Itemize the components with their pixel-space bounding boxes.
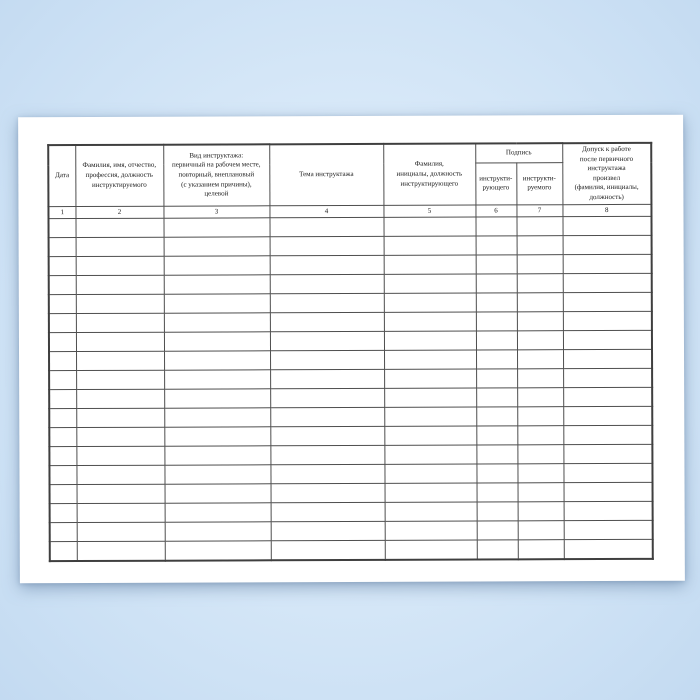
empty-cell (517, 254, 563, 273)
empty-cell (49, 389, 76, 408)
empty-cell (49, 237, 76, 256)
empty-cell (271, 521, 385, 540)
table-row (50, 539, 653, 561)
empty-cell (164, 464, 270, 483)
empty-cell (476, 425, 517, 444)
empty-cell (165, 483, 271, 502)
empty-cell (270, 274, 384, 293)
empty-cell (164, 255, 270, 274)
empty-cell (164, 445, 270, 464)
empty-cell (270, 236, 384, 255)
empty-cell (49, 256, 76, 275)
table-row (49, 368, 652, 389)
empty-cell (270, 350, 384, 369)
column-number: 8 (562, 204, 651, 216)
empty-cell (164, 388, 270, 407)
empty-cell (49, 465, 76, 484)
column-number: 5 (383, 205, 475, 217)
empty-cell (77, 522, 165, 541)
empty-cell (384, 331, 476, 350)
empty-cell (49, 427, 76, 446)
table-row (49, 425, 652, 446)
empty-cell (385, 483, 477, 502)
empty-cell (384, 350, 476, 369)
empty-cell (77, 484, 165, 503)
empty-cell (76, 294, 164, 313)
table-row (49, 273, 652, 294)
empty-cell (384, 236, 476, 255)
table-row (49, 235, 652, 256)
empty-cell (76, 237, 164, 256)
empty-cell (476, 349, 517, 368)
empty-cell (49, 332, 76, 351)
empty-cell (476, 368, 517, 387)
empty-cell (476, 273, 517, 292)
empty-cell (518, 520, 564, 539)
header-signature-group: Подпись (475, 143, 562, 163)
empty-cell (517, 425, 563, 444)
empty-cell (164, 236, 270, 255)
empty-cell (564, 482, 653, 501)
empty-cell (517, 349, 563, 368)
empty-cell (517, 444, 563, 463)
empty-cell (517, 330, 563, 349)
empty-cell (517, 292, 563, 311)
empty-cell (49, 446, 76, 465)
empty-cell (476, 235, 517, 254)
table-row (49, 387, 652, 408)
empty-cell (517, 368, 563, 387)
empty-cell (564, 520, 653, 539)
header-row (48, 143, 651, 165)
empty-cell (269, 217, 383, 236)
empty-cell (270, 369, 384, 388)
empty-cell (76, 332, 164, 351)
empty-cell (50, 522, 77, 541)
header-work-permit: Допуск к работе после первичного инструктажа произвел (фамилия, инициалы, должность) (562, 143, 651, 204)
table-row (49, 349, 652, 370)
table-row (49, 444, 652, 465)
empty-cell (563, 273, 652, 292)
empty-cell (476, 330, 517, 349)
empty-cell (517, 387, 563, 406)
empty-cell (563, 425, 652, 444)
empty-cell (384, 445, 476, 464)
empty-cell (477, 482, 518, 501)
instruction-log-table (47, 142, 654, 562)
empty-cell (165, 502, 271, 521)
header-instruction-type: Вид инструктажа: первичный на рабочем месте, повторный, внеплановый (с указанием причины), целевой (163, 144, 269, 205)
empty-cell (77, 541, 165, 561)
empty-cell (476, 444, 517, 463)
header-signature-instructor: инструкти- рующего (475, 163, 516, 205)
document-sheet (18, 115, 685, 584)
empty-cell (270, 407, 384, 426)
column-number: 7 (516, 204, 562, 216)
empty-cell (385, 540, 477, 560)
empty-cell (563, 406, 652, 425)
empty-cell (164, 293, 270, 312)
table-row (49, 292, 652, 313)
empty-cell (49, 313, 76, 332)
empty-cell (164, 331, 270, 350)
empty-cell (76, 275, 164, 294)
empty-cell (517, 273, 563, 292)
table-row (49, 406, 652, 427)
table-row (50, 482, 653, 503)
table-row (49, 311, 652, 332)
header-signature-instructee: инструкти- руемого (516, 163, 562, 205)
empty-cell (563, 463, 652, 482)
empty-cell (49, 408, 76, 427)
table-row (50, 501, 653, 522)
empty-cell (48, 218, 75, 237)
empty-cell (384, 464, 476, 483)
empty-cell (564, 501, 653, 520)
empty-cell (517, 235, 563, 254)
empty-cell (76, 446, 164, 465)
empty-cell (476, 463, 517, 482)
empty-cell (476, 387, 517, 406)
empty-cell (76, 370, 164, 389)
empty-cell (563, 349, 652, 368)
empty-cell (164, 312, 270, 331)
empty-cell (384, 407, 476, 426)
empty-cell (270, 426, 384, 445)
empty-cell (517, 463, 563, 482)
empty-cell (75, 218, 163, 237)
empty-cell (477, 539, 518, 559)
empty-cell (76, 389, 164, 408)
empty-cell (563, 387, 652, 406)
column-number: 3 (163, 205, 269, 217)
table-row (49, 463, 652, 484)
empty-cell (165, 540, 271, 560)
empty-cell (477, 501, 518, 520)
empty-cell (164, 350, 270, 369)
header-date: Дата (48, 145, 75, 206)
table-body (48, 216, 652, 561)
empty-cell (384, 274, 476, 293)
empty-cell (163, 217, 269, 236)
empty-cell (384, 255, 476, 274)
empty-cell (50, 503, 77, 522)
column-number: 6 (475, 204, 516, 216)
empty-cell (476, 292, 517, 311)
empty-cell (270, 464, 384, 483)
empty-cell (384, 312, 476, 331)
empty-cell (517, 311, 563, 330)
column-number: 2 (75, 206, 163, 218)
empty-cell (384, 369, 476, 388)
empty-cell (49, 294, 76, 313)
table-row (49, 330, 652, 351)
empty-cell (384, 293, 476, 312)
empty-cell (50, 484, 77, 503)
empty-cell (270, 331, 384, 350)
empty-cell (76, 408, 164, 427)
empty-cell (518, 482, 564, 501)
empty-cell (270, 293, 384, 312)
empty-cell (76, 427, 164, 446)
empty-cell (270, 255, 384, 274)
empty-cell (564, 539, 653, 559)
empty-cell (476, 254, 517, 273)
empty-cell (164, 426, 270, 445)
empty-cell (518, 501, 564, 520)
empty-cell (518, 539, 564, 559)
empty-cell (271, 502, 385, 521)
column-number: 1 (48, 206, 75, 218)
empty-cell (563, 368, 652, 387)
empty-cell (383, 217, 475, 236)
empty-cell (563, 254, 652, 273)
empty-cell (517, 406, 563, 425)
empty-cell (164, 407, 270, 426)
empty-cell (76, 465, 164, 484)
header-instructee: Фамилия, имя, отчество, профессия, должность инструктируемого (75, 145, 163, 206)
empty-cell (271, 483, 385, 502)
empty-cell (516, 216, 562, 235)
empty-cell (49, 370, 76, 389)
empty-cell (76, 313, 164, 332)
table-row (48, 216, 651, 237)
empty-cell (77, 503, 165, 522)
empty-cell (385, 521, 477, 540)
empty-cell (562, 216, 651, 235)
empty-cell (270, 445, 384, 464)
column-number: 4 (269, 205, 383, 217)
empty-cell (49, 351, 76, 370)
empty-cell (270, 388, 384, 407)
empty-cell (76, 351, 164, 370)
table-row (50, 520, 653, 541)
empty-cell (563, 311, 652, 330)
empty-cell (164, 369, 270, 388)
empty-cell (76, 256, 164, 275)
empty-cell (476, 406, 517, 425)
empty-cell (563, 330, 652, 349)
empty-cell (50, 541, 77, 561)
empty-cell (384, 388, 476, 407)
empty-cell (563, 292, 652, 311)
empty-cell (384, 426, 476, 445)
empty-cell (271, 540, 385, 560)
empty-cell (165, 521, 271, 540)
empty-cell (385, 502, 477, 521)
empty-cell (270, 312, 384, 331)
empty-cell (563, 235, 652, 254)
header-instructor: Фамилия, инициалы, должность инструктирующего (383, 144, 475, 205)
empty-cell (475, 216, 516, 235)
empty-cell (476, 311, 517, 330)
empty-cell (49, 275, 76, 294)
table-row (49, 254, 652, 275)
empty-cell (164, 274, 270, 293)
empty-cell (563, 444, 652, 463)
header-topic: Тема инструктажа (269, 144, 383, 205)
empty-cell (477, 520, 518, 539)
